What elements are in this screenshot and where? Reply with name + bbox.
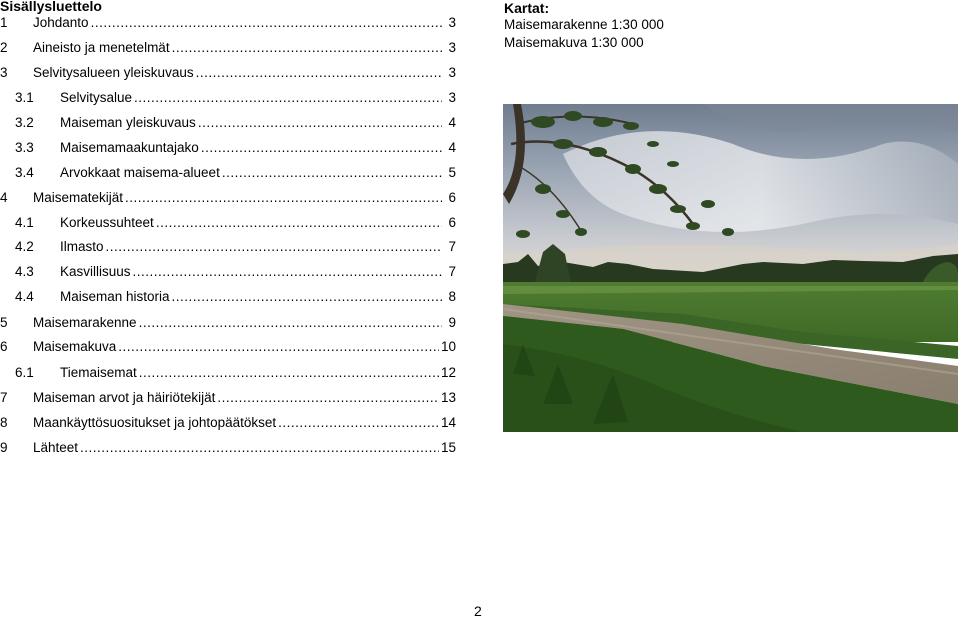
- toc-entry-page: 9: [448, 315, 456, 330]
- toc-entry[interactable]: [0, 388, 456, 408]
- toc-entry-title: Maisemarakenne: [33, 315, 137, 330]
- toc-entry[interactable]: [0, 262, 456, 282]
- toc-entry-number: 2: [0, 40, 8, 55]
- toc-entry-title: Selvitysalueen yleiskuvaus: [33, 65, 194, 80]
- toc-entry-number: 1: [0, 15, 8, 30]
- toc-entry[interactable]: [0, 438, 456, 458]
- toc-leader-dots: [106, 237, 442, 257]
- toc-leader-dots: [217, 388, 439, 408]
- toc-entry-title: Korkeussuhteet: [60, 215, 154, 230]
- toc-entry-page: 13: [440, 390, 456, 405]
- toc-entry-title: Johdanto: [33, 15, 89, 30]
- toc-leader-dots: [196, 63, 442, 83]
- toc-entry-title: Aineisto ja menetelmät: [33, 40, 170, 55]
- toc-entry-number: 6: [0, 339, 8, 354]
- toc-leader-dots: [134, 88, 442, 108]
- toc-entry-title: Maankäyttösuositukset ja johtopäätökset: [33, 415, 277, 430]
- toc-entry-page: 15: [440, 440, 456, 455]
- toc-leader-dots: [156, 213, 442, 233]
- toc-entry-page: 12: [440, 365, 456, 380]
- toc-entry-title: Arvokkaat maisema-alueet: [60, 165, 220, 180]
- page-number: 2: [474, 603, 482, 619]
- toc-entry-number: 4: [0, 190, 8, 205]
- toc-leader-dots: [91, 13, 442, 33]
- toc-leader-dots: [118, 337, 439, 357]
- toc-entry-page: 4: [448, 115, 456, 130]
- toc-entry-title: Maisemakuva: [33, 339, 117, 354]
- toc-entry-page: 4: [448, 140, 456, 155]
- toc-entry[interactable]: [0, 287, 456, 307]
- toc-entry[interactable]: [0, 213, 456, 233]
- toc-entry-page: 3: [448, 65, 456, 80]
- map-item-landscape-view: Maisemakuva 1:30 000: [504, 35, 644, 50]
- toc-entry-number: 7: [0, 390, 8, 405]
- toc-entry-number: 4.3: [15, 264, 34, 279]
- toc-entry-number: 9: [0, 440, 8, 455]
- toc-entry[interactable]: [0, 413, 456, 433]
- toc-entry-title: Maiseman yleiskuvaus: [60, 115, 196, 130]
- toc-entry[interactable]: [0, 363, 456, 383]
- toc-entry-title: Ilmasto: [60, 239, 104, 254]
- toc-entry-number: 4.1: [15, 215, 34, 230]
- toc-leader-dots: [198, 113, 442, 133]
- toc-entry-title: Kasvillisuus: [60, 264, 131, 279]
- toc-leader-dots: [172, 38, 442, 58]
- toc-entry-title: Lähteet: [33, 440, 79, 455]
- toc-entry-title: Maiseman historia: [60, 289, 170, 304]
- toc-entry-number: 4.2: [15, 239, 34, 254]
- toc-entry[interactable]: [0, 88, 456, 108]
- toc-leader-dots: [80, 438, 439, 458]
- toc-entry-number: 3.4: [15, 165, 34, 180]
- toc-leader-dots: [278, 413, 439, 433]
- toc-entry-page: 3: [448, 40, 456, 55]
- toc-entry-page: 10: [440, 339, 456, 354]
- toc-entry-page: 3: [448, 15, 456, 30]
- toc-entry-title: Maisemamaakuntajako: [60, 140, 199, 155]
- toc-entry-title: Maisematekijät: [33, 190, 124, 205]
- toc-leader-dots: [201, 138, 442, 158]
- toc-entry[interactable]: [0, 188, 456, 208]
- toc-entry[interactable]: [0, 138, 456, 158]
- toc-entry-page: 7: [448, 264, 456, 279]
- map-item-landscape-structure: Maisemarakenne 1:30 000: [504, 17, 664, 32]
- toc-entry-number: 6.1: [15, 365, 34, 380]
- toc-entry-title: Maiseman arvot ja häiriötekijät: [33, 390, 216, 405]
- toc-leader-dots: [133, 262, 442, 282]
- toc-leader-dots: [139, 363, 439, 383]
- toc-entry-page: 6: [448, 190, 456, 205]
- toc-entry[interactable]: [0, 337, 456, 357]
- toc-entry-page: 8: [448, 289, 456, 304]
- toc-entry[interactable]: [0, 313, 456, 333]
- toc-entry-number: 3.3: [15, 140, 34, 155]
- toc-leader-dots: [222, 163, 442, 183]
- toc-entry-number: 5: [0, 315, 8, 330]
- toc-leader-dots: [139, 313, 442, 333]
- toc-entry-title: Tiemaisemat: [60, 365, 137, 380]
- toc-entry-number: 3.2: [15, 115, 34, 130]
- toc-entry[interactable]: [0, 63, 456, 83]
- toc-entry[interactable]: [0, 163, 456, 183]
- toc-entry[interactable]: [0, 13, 456, 33]
- toc-entry-page: 5: [448, 165, 456, 180]
- toc-entry-page: 7: [448, 239, 456, 254]
- toc-entry-page: 3: [448, 90, 456, 105]
- toc-entry-title: Selvitysalue: [60, 90, 133, 105]
- toc-entry[interactable]: [0, 113, 456, 133]
- toc-leader-dots: [172, 287, 442, 307]
- toc-entry-number: 3.1: [15, 90, 34, 105]
- toc-entry-page: 6: [448, 215, 456, 230]
- toc-leader-dots: [125, 188, 442, 208]
- toc-entry[interactable]: [0, 237, 456, 257]
- toc-entry-number: 4.4: [15, 289, 34, 304]
- maps-list: [504, 0, 664, 52]
- toc-entry-page: 14: [440, 415, 456, 430]
- toc-entry[interactable]: [0, 38, 456, 58]
- landscape-photo: [503, 104, 958, 432]
- toc-entry-number: 3: [0, 65, 8, 80]
- maps-title: Kartat:: [504, 0, 550, 16]
- toc-entry-number: 8: [0, 415, 8, 430]
- toc-title: Sisällysluettelo: [0, 0, 102, 14]
